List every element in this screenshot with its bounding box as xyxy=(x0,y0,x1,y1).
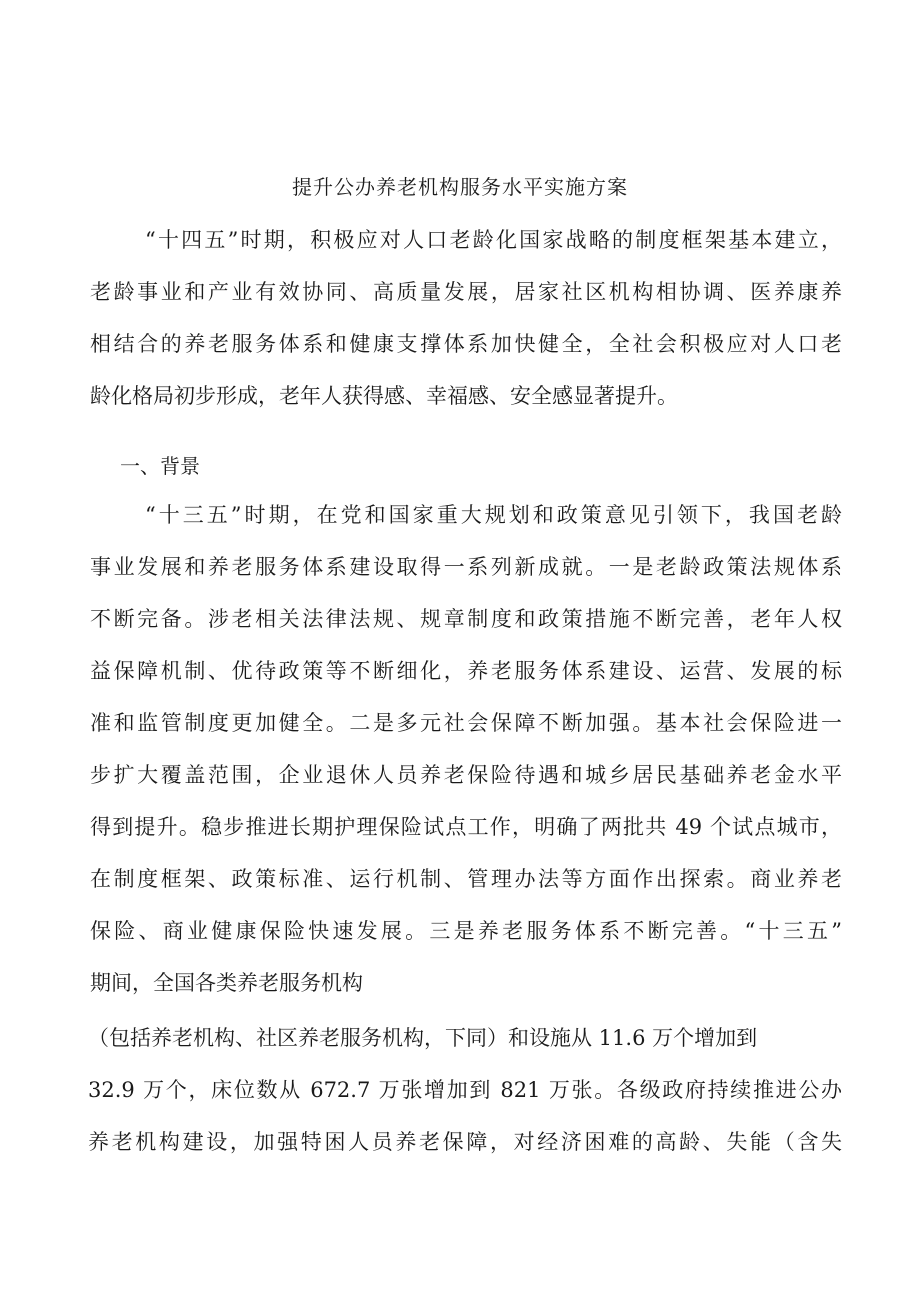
paragraph-line: 益保障机制、优待政策等不断细化，养老服务体系建设、运营、发展的标 xyxy=(90,659,842,683)
section-heading: 一、背景 xyxy=(120,454,200,478)
paragraph-line: “十四五”时期，积极应对人口老龄化国家战略的制度框架基本建立， xyxy=(145,228,842,252)
paragraph-line: 龄化格局初步形成，老年人获得感、幸福感、安全感显著提升。 xyxy=(90,384,678,408)
paragraph-line: 步扩大覆盖范围，企业退休人员养老保险待遇和城乡居民基础养老金水平 xyxy=(90,763,842,787)
paragraph-line: 准和监管制度更加健全。二是多元社会保障不断加强。基本社会保险进一 xyxy=(90,711,842,735)
paragraph-line: 在制度框架、政策标准、运行机制、管理办法等方面作出探索。商业养老 xyxy=(90,867,842,891)
paragraph-line: 不断完备。涉老相关法律法规、规章制度和政策措施不断完善，老年人权 xyxy=(90,607,842,631)
paragraph-line: 老龄事业和产业有效协同、高质量发展，居家社区机构相协调、医养康养 xyxy=(90,280,842,304)
document-title: 提升公办养老机构服务水平实施方案 xyxy=(292,175,628,199)
paragraph-line: 得到提升。稳步推进长期护理保险试点工作，明确了两批共 49 个试点城市， xyxy=(90,815,842,839)
paragraph-line: 保险、商业健康保险快速发展。三是养老服务体系不断完善。“十三五” xyxy=(90,919,842,943)
paragraph-line: 期间，全国各类养老服务机构 xyxy=(90,971,363,995)
paragraph-line: “十三五”时期，在党和国家重大规划和政策意见引领下，我国老龄 xyxy=(145,503,842,527)
paragraph-line: 32.9 万个，床位数从 672.7 万张增加到 821 万张。各级政府持续推进公办 xyxy=(88,1078,842,1102)
paragraph-line: 养老机构建设，加强特困人员养老保障，对经济困难的高龄、失能（含失 xyxy=(88,1130,842,1154)
paragraph-line: 事业发展和养老服务体系建设取得一系列新成就。一是老龄政策法规体系 xyxy=(90,555,842,579)
continuation-paragraph xyxy=(88,1012,842,1168)
paragraph-line: （包括养老机构、社区养老服务机构，下同）和设施从 11.6 万个增加到 xyxy=(88,1026,758,1050)
intro-paragraph xyxy=(90,214,842,422)
paragraph-line: 相结合的养老服务体系和健康支撑体系加快健全，全社会积极应对人口老 xyxy=(90,332,842,356)
background-paragraph xyxy=(90,489,842,1009)
